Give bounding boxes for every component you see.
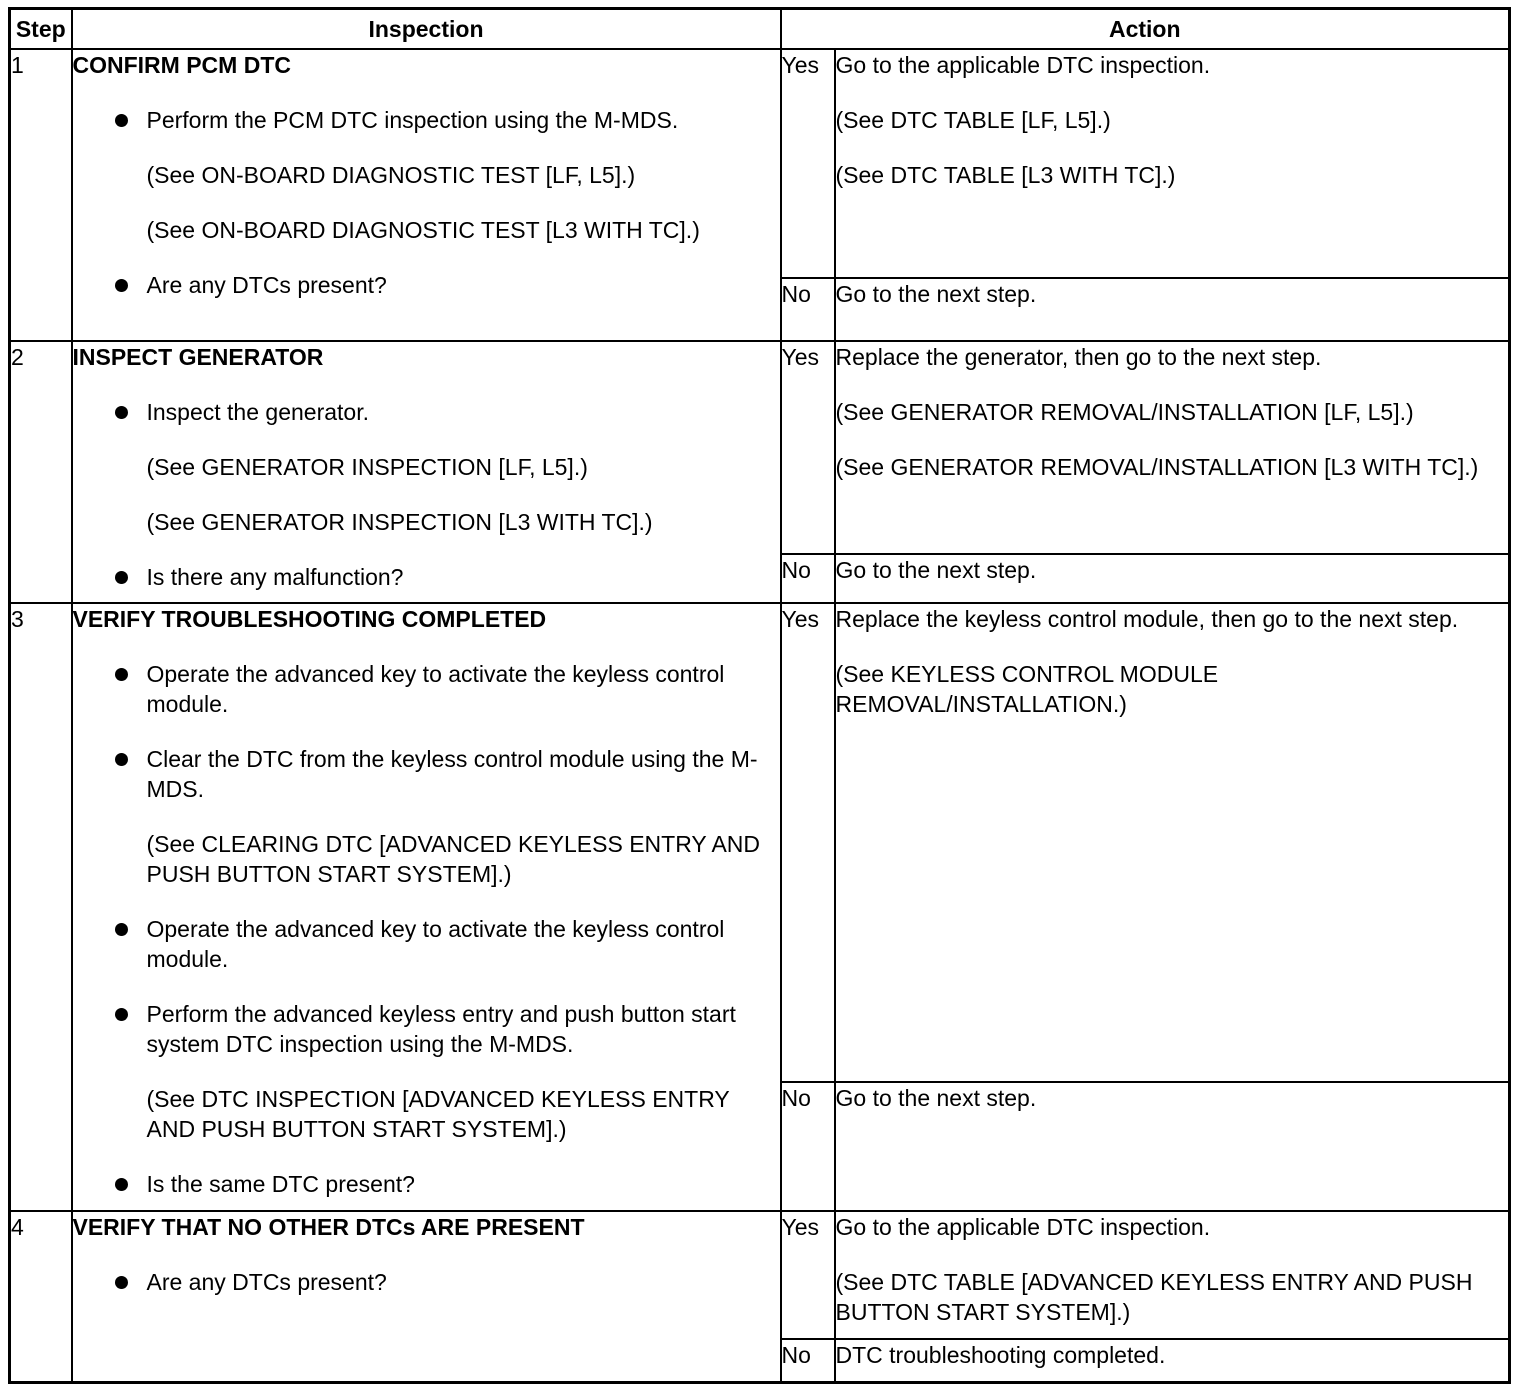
bullet-icon [115, 753, 128, 766]
step-2-yes-row [10, 341, 1510, 554]
diagnostic-procedure-table [8, 7, 1511, 1384]
bullet-item: Perform the PCM DTC inspection using the M-MDS. [73, 105, 780, 135]
no-label: No [781, 1339, 835, 1382]
bullet-item: Operate the advanced key to activate the keyless control module. [73, 914, 780, 974]
no-label: No [781, 1082, 835, 1211]
no-label: No [781, 278, 835, 341]
yes-label: Yes [781, 603, 835, 1082]
reference-text: (See CLEARING DTC [ADVANCED KEYLESS ENTRY AND PUSH BUTTON START SYSTEM].) [146, 831, 761, 887]
reference-text: (See KEYLESS CONTROL MODULE REMOVAL/INSTALLATION.) [835, 661, 1219, 717]
step-number: 1 [10, 49, 72, 341]
reference-text: (See DTC TABLE [L3 WITH TC].) [835, 162, 1176, 188]
reference-text: (See DTC INSPECTION [ADVANCED KEYLESS ENTRY AND PUSH BUTTON START SYSTEM].) [146, 1086, 730, 1142]
yes-action: Go to the applicable DTC inspection. (See DTC TABLE [LF, L5].) (See DTC TABLE [L3 WITH TC].) [835, 49, 1510, 278]
question-item: Are any DTCs present? [73, 270, 780, 300]
header-row [10, 9, 1510, 50]
reference-text: (See GENERATOR REMOVAL/INSTALLATION [L3 WITH TC].) [835, 454, 1479, 480]
no-action: Go to the next step. [835, 1082, 1510, 1211]
bullet-item: Perform the advanced keyless entry and push button start system DTC inspection using the M-MDS. [73, 999, 780, 1059]
bullet-item: Operate the advanced key to activate the keyless control module. [73, 659, 780, 719]
step-number: 4 [10, 1211, 72, 1382]
no-action: DTC troubleshooting completed. [835, 1339, 1510, 1382]
question-item: Are any DTCs present? [73, 1267, 780, 1297]
step-2-inspection [72, 341, 781, 603]
step-4-yes-row [10, 1211, 1510, 1339]
reference-text: (See DTC TABLE [LF, L5].) [835, 107, 1111, 133]
yes-action: Replace the keyless control module, then go to the next step. (See KEYLESS CONTROL MODULE REMOVAL/INSTALLATION.) [835, 603, 1510, 1082]
yes-label: Yes [781, 341, 835, 554]
step-1-yes-row [10, 49, 1510, 278]
step-title: CONFIRM PCM DTC [72, 52, 291, 78]
yes-action: Replace the generator, then go to the next step. (See GENERATOR REMOVAL/INSTALLATION [LF, L5].) (See GENERATOR REMOVAL/INSTALLATION [L3 WITH TC].) [835, 341, 1510, 554]
yes-action: Go to the applicable DTC inspection. (See DTC TABLE [ADVANCED KEYLESS ENTRY AND PUSH BUTTON START SYSTEM].) [835, 1211, 1510, 1339]
bullet-icon [115, 668, 128, 681]
no-action: Go to the next step. [835, 554, 1510, 603]
step-4-inspection [72, 1211, 781, 1382]
reference-text: (See ON-BOARD DIAGNOSTIC TEST [LF, L5].) [146, 162, 636, 188]
step-3-inspection [72, 603, 781, 1211]
no-label: No [781, 554, 835, 603]
reference-text: (See DTC TABLE [ADVANCED KEYLESS ENTRY AND PUSH BUTTON START SYSTEM].) [835, 1269, 1473, 1325]
reference-text: (See ON-BOARD DIAGNOSTIC TEST [L3 WITH TC].) [146, 217, 700, 243]
bullet-icon [115, 1008, 128, 1021]
bullet-icon [115, 279, 128, 292]
no-action: Go to the next step. [835, 278, 1510, 341]
bullet-icon [115, 923, 128, 936]
question-item: Is there any malfunction? [73, 562, 780, 592]
step-title: INSPECT GENERATOR [72, 344, 324, 370]
reference-text: (See GENERATOR INSPECTION [L3 WITH TC].) [146, 509, 653, 535]
inspection-header: Inspection [72, 9, 781, 50]
bullet-item: Clear the DTC from the keyless control module using the M-MDS. [73, 744, 780, 804]
step-header: Step [10, 9, 72, 50]
step-1-inspection [72, 49, 781, 341]
action-header: Action [781, 9, 1510, 50]
question-item: Is the same DTC present? [73, 1169, 780, 1199]
bullet-icon [115, 114, 128, 127]
step-title: VERIFY THAT NO OTHER DTCs ARE PRESENT [72, 1214, 585, 1240]
yes-label: Yes [781, 49, 835, 278]
reference-text: (See GENERATOR INSPECTION [LF, L5].) [146, 454, 588, 480]
bullet-item: Inspect the generator. [73, 397, 780, 427]
reference-text: (See GENERATOR REMOVAL/INSTALLATION [LF, L5].) [835, 399, 1414, 425]
bullet-icon [115, 406, 128, 419]
bullet-icon [115, 1178, 128, 1191]
bullet-icon [115, 571, 128, 584]
step-number: 2 [10, 341, 72, 603]
step-number: 3 [10, 603, 72, 1211]
yes-label: Yes [781, 1211, 835, 1339]
step-3-yes-row [10, 603, 1510, 1082]
step-title: VERIFY TROUBLESHOOTING COMPLETED [72, 606, 547, 632]
bullet-icon [115, 1276, 128, 1289]
